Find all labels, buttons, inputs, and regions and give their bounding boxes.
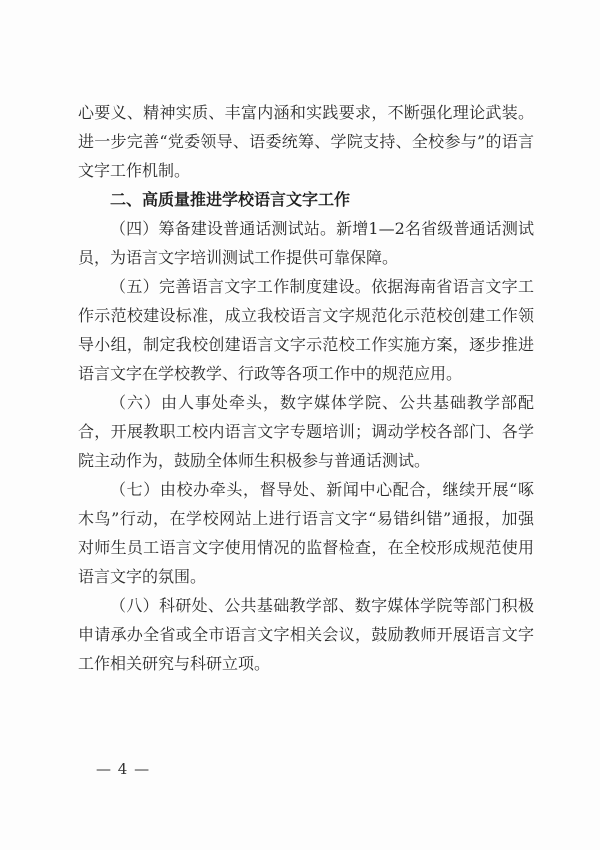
paragraph-continuation: 心要义、精神实质、丰富内涵和实践要求，不断强化理论武装。进一步完善“党委领导、语委统筹、学院支持、全校参与”的语言文字工作机制。	[78, 103, 534, 180]
paragraph-item-8: （八）科研处、公共基础教学部、数字媒体学院等部门积极申请承办全省或全市语言文字相关会议，鼓励教师开展语言文字工作相关研究与科研立项。	[78, 596, 534, 673]
paragraph-item-5: （五）完善语言文字工作制度建设。依据海南省语言文字工作示范校建设标准，成立我校语言文字规范化示范校创建工作领导小组，制定我校创建语言文字示范校工作实施方案，逐步推进语言文字在学校教学、行政等各项工作中的规范应用。	[78, 277, 534, 383]
document-body	[78, 98, 534, 678]
section-heading: 二、高质量推进学校语言文字工作	[110, 190, 351, 209]
paragraph-item-4: （四）筹备建设普通话测试站。新增1—2名省级普通话测试员，为语言文字培训测试工作提供可靠保障。	[78, 219, 534, 267]
page-number: — 4 —	[96, 760, 151, 778]
paragraph-item-6: （六）由人事处牵头，数字媒体学院、公共基础教学部配合，开展教职工校内语言文字专题培训；调动学校各部门、各学院主动作为，鼓励全体师生积极参与普通话测试。	[78, 393, 534, 470]
paragraph-item-7: （七）由校办牵头，督导处、新闻中心配合，继续开展“啄木鸟”行动，在学校网站上进行语言文字“易错纠错”通报，加强对师生员工语言文字使用情况的监督检查，在全校形成规范使用语言文字的氛围。	[78, 480, 534, 586]
